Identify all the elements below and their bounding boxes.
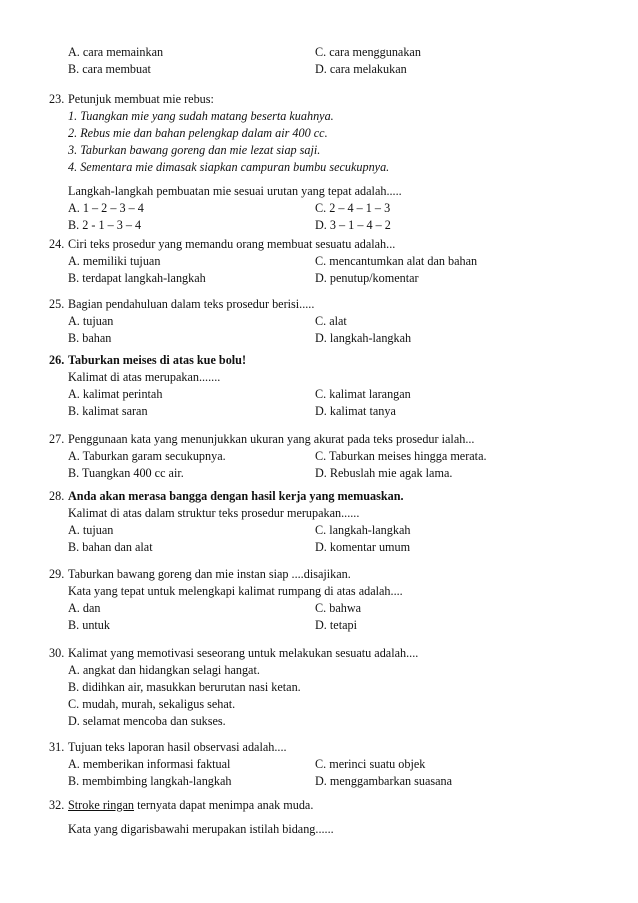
question-number: 32. — [49, 798, 65, 812]
option-b: B. bahan — [68, 331, 112, 345]
question-24 — [49, 236, 609, 287]
question-28 — [49, 488, 609, 556]
question-stem: Anda akan merasa bangga dengan hasil kerja yang memuaskan. — [68, 489, 404, 503]
question-number: 30. — [49, 646, 65, 660]
option-a: A. cara memainkan — [68, 45, 164, 59]
option-b: B. terdapat langkah-langkah — [68, 271, 206, 285]
option-c: C. alat — [315, 314, 347, 328]
question-29 — [49, 566, 609, 634]
option-a: A. tujuan — [68, 523, 114, 537]
option-c: C. 2 – 4 – 1 – 3 — [315, 201, 391, 215]
question-stem: Bagian pendahuluan dalam teks prosedur berisi..... — [68, 297, 315, 311]
question-prompt: Kalimat di atas merupakan....... — [68, 370, 221, 384]
option-d: D. langkah-langkah — [315, 331, 412, 345]
option-b: B. untuk — [68, 618, 110, 632]
question-prompt: Langkah-langkah pembuatan mie sesuai urutan yang tepat adalah..... — [68, 184, 402, 198]
question-stem: Penggunaan kata yang menunjukkan ukuran yang akurat pada teks prosedur ialah... — [68, 432, 475, 446]
procedure-step: 4. Sementara mie dimasak siapkan campuran bumbu secukupnya. — [68, 160, 390, 174]
question-stem — [68, 797, 313, 814]
option-c: C. kalimat larangan — [315, 387, 411, 401]
question-prompt: Kata yang tepat untuk melengkapi kalimat rumpang di atas adalah.... — [68, 584, 403, 598]
question-32 — [49, 797, 609, 838]
question-number: 31. — [49, 740, 65, 754]
option-c: C. langkah-langkah — [315, 523, 411, 537]
question-27 — [49, 431, 609, 482]
option-b: B. kalimat saran — [68, 404, 148, 418]
procedure-step: 1. Tuangkan mie yang sudah matang beserta kuahnya. — [68, 109, 334, 123]
option-d: D. menggambarkan suasana — [315, 774, 453, 788]
option-a: A. 1 – 2 – 3 – 4 — [68, 201, 144, 215]
option-d: D. 3 – 1 – 4 – 2 — [315, 218, 391, 232]
question-prompt: Kata yang digarisbawahi merupakan istilah bidang...... — [68, 822, 334, 836]
procedure-step: 2. Rebus mie dan bahan pelengkap dalam air 400 cc. — [68, 126, 328, 140]
option-b: B. 2 - 1 – 3 – 4 — [68, 218, 142, 232]
question-30 — [49, 645, 609, 730]
option-d: D. selamat mencoba dan sukses. — [68, 714, 226, 728]
option-a: A. kalimat perintah — [68, 387, 163, 401]
option-a: A. memberikan informasi faktual — [68, 757, 231, 771]
option-b: B. bahan dan alat — [68, 540, 153, 554]
question-stem: Ciri teks prosedur yang memandu orang membuat sesuatu adalah... — [68, 237, 396, 251]
question-stem: Kalimat yang memotivasi seseorang untuk melakukan sesuatu adalah.... — [68, 646, 419, 660]
question-number: 29. — [49, 567, 65, 581]
option-d: D. cara melakukan — [315, 62, 407, 76]
question-stem: Petunjuk membuat mie rebus: — [68, 92, 214, 106]
option-a: A. tujuan — [68, 314, 114, 328]
option-d: D. Rebuslah mie agak lama. — [315, 466, 453, 480]
question-stem: Tujuan teks laporan hasil observasi adalah.... — [68, 740, 287, 754]
question-31 — [49, 739, 609, 790]
option-c: C. Taburkan meises hingga merata. — [315, 449, 487, 463]
question-number: 26. — [49, 353, 65, 367]
question-25 — [49, 296, 609, 347]
question-stem: Taburkan bawang goreng dan mie instan siap ....disajikan. — [68, 567, 351, 581]
option-d: D. komentar umum — [315, 540, 411, 554]
option-c: C. mencantumkan alat dan bahan — [315, 254, 478, 268]
question-number: 28. — [49, 489, 65, 503]
question-26 — [49, 352, 609, 420]
option-c: C. cara menggunakan — [315, 45, 421, 59]
option-c: C. merinci suatu objek — [315, 757, 426, 771]
option-d: D. kalimat tanya — [315, 404, 396, 418]
procedure-step: 3. Taburkan bawang goreng dan mie lezat siap saji. — [68, 143, 321, 157]
option-a: A. angkat dan hidangkan selagi hangat. — [68, 663, 260, 677]
option-c: C. bahwa — [315, 601, 362, 615]
option-b: B. membimbing langkah-langkah — [68, 774, 232, 788]
option-d: D. tetapi — [315, 618, 357, 632]
option-b: B. didihkan air, masukkan berurutan nasi ketan. — [68, 680, 301, 694]
option-c: C. mudah, murah, sekaligus sehat. — [68, 697, 236, 711]
question-number: 23. — [49, 92, 65, 106]
question-number: 25. — [49, 297, 65, 311]
option-a: A. dan — [68, 601, 101, 615]
question-stem-rest: ternyata dapat menimpa anak muda. — [134, 798, 314, 812]
question-23 — [49, 91, 609, 234]
option-a: A. Taburkan garam secukupnya. — [68, 449, 226, 463]
option-a: A. memiliki tujuan — [68, 254, 161, 268]
question-number: 24. — [49, 237, 65, 251]
question-number: 27. — [49, 432, 65, 446]
question-22-options — [49, 44, 609, 78]
option-d: D. penutup/komentar — [315, 271, 419, 285]
question-prompt: Kalimat di atas dalam struktur teks prosedur merupakan...... — [68, 506, 360, 520]
question-stem: Taburkan meises di atas kue bolu! — [68, 353, 247, 367]
option-b: B. Tuangkan 400 cc air. — [68, 466, 184, 480]
option-b: B. cara membuat — [68, 62, 151, 76]
underlined-term: Stroke ringan — [68, 798, 135, 812]
